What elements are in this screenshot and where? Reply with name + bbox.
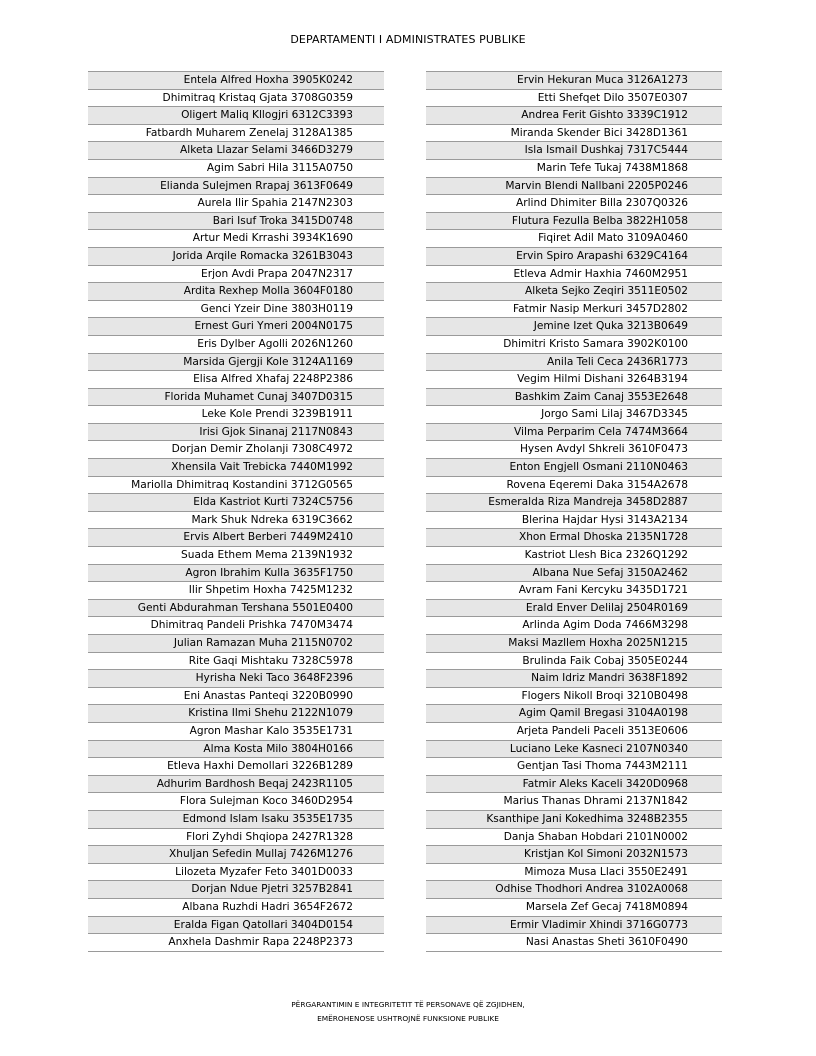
list-item: Elda Kastriot Kurti 7324C5756 (88, 493, 384, 511)
column-bottom-rule (426, 951, 722, 952)
list-item: Ardita Rexhep Molla 3604F0180 (88, 282, 384, 300)
list-item: Aurela Ilir Spahia 2147N2303 (88, 194, 384, 212)
list-item: Rovena Eqeremi Daka 3154A2678 (426, 476, 722, 494)
list-item: Edmond Islam Isaku 3535E1735 (88, 810, 384, 828)
list-item: Elisa Alfred Xhafaj 2248P2386 (88, 370, 384, 388)
list-item: Flutura Fezulla Belba 3822H1058 (426, 212, 722, 230)
footer-line-2: EMËROHENOSE USHTROJNË FUNKSIONE PUBLIKE (317, 1014, 499, 1023)
list-item: Julian Ramazan Muha 2115N0702 (88, 634, 384, 652)
list-item: Miranda Skender Bici 3428D1361 (426, 124, 722, 142)
list-item: Flogers Nikoll Broqi 3210B0498 (426, 687, 722, 705)
list-item: Avram Fani Kercyku 3435D1721 (426, 581, 722, 599)
page-title: DEPARTAMENTI I ADMINISTRATES PUBLIKE (290, 33, 526, 46)
list-item: Jorida Arqile Romacka 3261B3043 (88, 247, 384, 265)
list-item: Luciano Leke Kasneci 2107N0340 (426, 740, 722, 758)
list-item: Genci Yzeir Dine 3803H0119 (88, 300, 384, 318)
list-item: Ervis Albert Berberi 7449M2410 (88, 528, 384, 546)
list-item: Esmeralda Riza Mandreja 3458D2887 (426, 493, 722, 511)
list-item: Blerina Hajdar Hysi 3143A2134 (426, 511, 722, 529)
list-item: Danja Shaban Hobdari 2101N0002 (426, 828, 722, 846)
list-item: Eris Dylber Agolli 2026N1260 (88, 335, 384, 353)
list-item: Elianda Sulejmen Rrapaj 3613F0649 (88, 177, 384, 195)
list-item: Xhuljan Sefedin Mullaj 7426M1276 (88, 845, 384, 863)
list-item: Etleva Haxhi Demollari 3226B1289 (88, 757, 384, 775)
column-bottom-rule (88, 951, 384, 952)
list-item: Alketa Sejko Zeqiri 3511E0502 (426, 282, 722, 300)
list-item: Suada Ethem Mema 2139N1932 (88, 546, 384, 564)
list-item: Agron Ibrahim Kulla 3635F1750 (88, 564, 384, 582)
list-item: Agim Qamil Bregasi 3104A0198 (426, 704, 722, 722)
list-item: Marin Tefe Tukaj 7438M1868 (426, 159, 722, 177)
list-item: Rite Gaqi Mishtaku 7328C5978 (88, 652, 384, 670)
list-item: Ervin Hekuran Muca 3126A1273 (426, 71, 722, 89)
list-item: Dorjan Demir Zholanji 7308C4972 (88, 440, 384, 458)
list-item: Etti Shefqet Dilo 3507E0307 (426, 89, 722, 107)
list-item: Mimoza Musa Llaci 3550E2491 (426, 863, 722, 881)
list-item: Agron Mashar Kalo 3535E1731 (88, 722, 384, 740)
page-footer (0, 998, 816, 1026)
list-item: Anxhela Dashmir Rapa 2248P2373 (88, 933, 384, 951)
list-item: Marsela Zef Gecaj 7418M0894 (426, 898, 722, 916)
right-name-column (426, 71, 722, 952)
list-item: Fatmir Nasip Merkuri 3457D2802 (426, 300, 722, 318)
list-item: Bari Isuf Troka 3415D0748 (88, 212, 384, 230)
list-item: Etleva Admir Haxhia 7460M2951 (426, 265, 722, 283)
list-item: Oligert Maliq Kllogjri 6312C3393 (88, 106, 384, 124)
list-item: Marius Thanas Dhrami 2137N1842 (426, 792, 722, 810)
list-item: Alma Kosta Milo 3804H0166 (88, 740, 384, 758)
list-item: Maksi Mazllem Hoxha 2025N1215 (426, 634, 722, 652)
list-item: Arlinda Agim Doda 7466M3298 (426, 616, 722, 634)
list-item: Mariolla Dhimitraq Kostandini 3712G0565 (88, 476, 384, 494)
list-item: Odhise Thodhori Andrea 3102A0068 (426, 880, 722, 898)
list-item: Xhon Ermal Dhoska 2135N1728 (426, 528, 722, 546)
list-item: Arjeta Pandeli Paceli 3513E0606 (426, 722, 722, 740)
list-item: Mark Shuk Ndreka 6319C3662 (88, 511, 384, 529)
list-item: Dorjan Ndue Pjetri 3257B2841 (88, 880, 384, 898)
list-item: Hysen Avdyl Shkreli 3610F0473 (426, 440, 722, 458)
list-item: Leke Kole Prendi 3239B1911 (88, 405, 384, 423)
list-item: Marvin Blendi Nallbani 2205P0246 (426, 177, 722, 195)
list-item: Irisi Gjok Sinanaj 2117N0843 (88, 423, 384, 441)
list-item: Flora Sulejman Koco 3460D2954 (88, 792, 384, 810)
list-item: Fatbardh Muharem Zenelaj 3128A1385 (88, 124, 384, 142)
list-item: Hyrisha Neki Taco 3648F2396 (88, 669, 384, 687)
list-item: Andrea Ferit Gishto 3339C1912 (426, 106, 722, 124)
list-item: Jemine Izet Quka 3213B0649 (426, 317, 722, 335)
list-item: Vegim Hilmi Dishani 3264B3194 (426, 370, 722, 388)
list-item: Kristina Ilmi Shehu 2122N1079 (88, 704, 384, 722)
list-item: Enton Engjell Osmani 2110N0463 (426, 458, 722, 476)
list-item: Jorgo Sami Lilaj 3467D3345 (426, 405, 722, 423)
list-item: Dhimitraq Pandeli Prishka 7470M3474 (88, 616, 384, 634)
list-item: Ilir Shpetim Hoxha 7425M1232 (88, 581, 384, 599)
list-item: Artur Medi Krrashi 3934K1690 (88, 229, 384, 247)
list-item: Dhimitraq Kristaq Gjata 3708G0359 (88, 89, 384, 107)
list-item: Dhimitri Kristo Samara 3902K0100 (426, 335, 722, 353)
list-item: Florida Muhamet Cunaj 3407D0315 (88, 388, 384, 406)
list-item: Albana Ruzhdi Hadri 3654F2672 (88, 898, 384, 916)
list-item: Adhurim Bardhosh Beqaj 2423R1105 (88, 775, 384, 793)
footer-line-1: PËRGARANTIMIN E INTEGRITETIT TË PERSONAVE QË ZGJIDHEN, (291, 1000, 525, 1009)
list-item: Anila Teli Ceca 2436R1773 (426, 353, 722, 371)
list-item: Kristjan Kol Simoni 2032N1573 (426, 845, 722, 863)
list-item: Erald Enver Delilaj 2504R0169 (426, 599, 722, 617)
list-item: Arlind Dhimiter Billa 2307Q0326 (426, 194, 722, 212)
list-item: Ernest Guri Ymeri 2004N0175 (88, 317, 384, 335)
list-item: Eralda Figan Qatollari 3404D0154 (88, 916, 384, 934)
list-item: Bashkim Zaim Canaj 3553E2648 (426, 388, 722, 406)
list-item: Vilma Perparim Cela 7474M3664 (426, 423, 722, 441)
list-item: Gentjan Tasi Thoma 7443M2111 (426, 757, 722, 775)
list-item: Entela Alfred Hoxha 3905K0242 (88, 71, 384, 89)
left-name-column (88, 71, 384, 952)
list-item: Alketa Llazar Selami 3466D3279 (88, 141, 384, 159)
list-item: Naim Idriz Mandri 3638F1892 (426, 669, 722, 687)
list-item: Flori Zyhdi Shqiopa 2427R1328 (88, 828, 384, 846)
list-item: Lilozeta Myzafer Feto 3401D0033 (88, 863, 384, 881)
list-item: Albana Nue Sefaj 3150A2462 (426, 564, 722, 582)
list-item: Ermir Vladimir Xhindi 3716G0773 (426, 916, 722, 934)
list-item: Ervin Spiro Arapashi 6329C4164 (426, 247, 722, 265)
list-item: Fiqiret Adil Mato 3109A0460 (426, 229, 722, 247)
list-item: Xhensila Vait Trebicka 7440M1992 (88, 458, 384, 476)
list-item: Fatmir Aleks Kaceli 3420D0968 (426, 775, 722, 793)
list-item: Isla Ismail Dushkaj 7317C5444 (426, 141, 722, 159)
list-item: Kastriot Llesh Bica 2326Q1292 (426, 546, 722, 564)
list-item: Erjon Avdi Prapa 2047N2317 (88, 265, 384, 283)
list-item: Brulinda Faik Cobaj 3505E0244 (426, 652, 722, 670)
list-item: Genti Abdurahman Tershana 5501E0400 (88, 599, 384, 617)
list-item: Nasi Anastas Sheti 3610F0490 (426, 933, 722, 951)
list-item: Eni Anastas Panteqi 3220B0990 (88, 687, 384, 705)
list-item: Marsida Gjergji Kole 3124A1169 (88, 353, 384, 371)
list-item: Ksanthipe Jani Kokedhima 3248B2355 (426, 810, 722, 828)
list-item: Agim Sabri Hila 3115A0750 (88, 159, 384, 177)
